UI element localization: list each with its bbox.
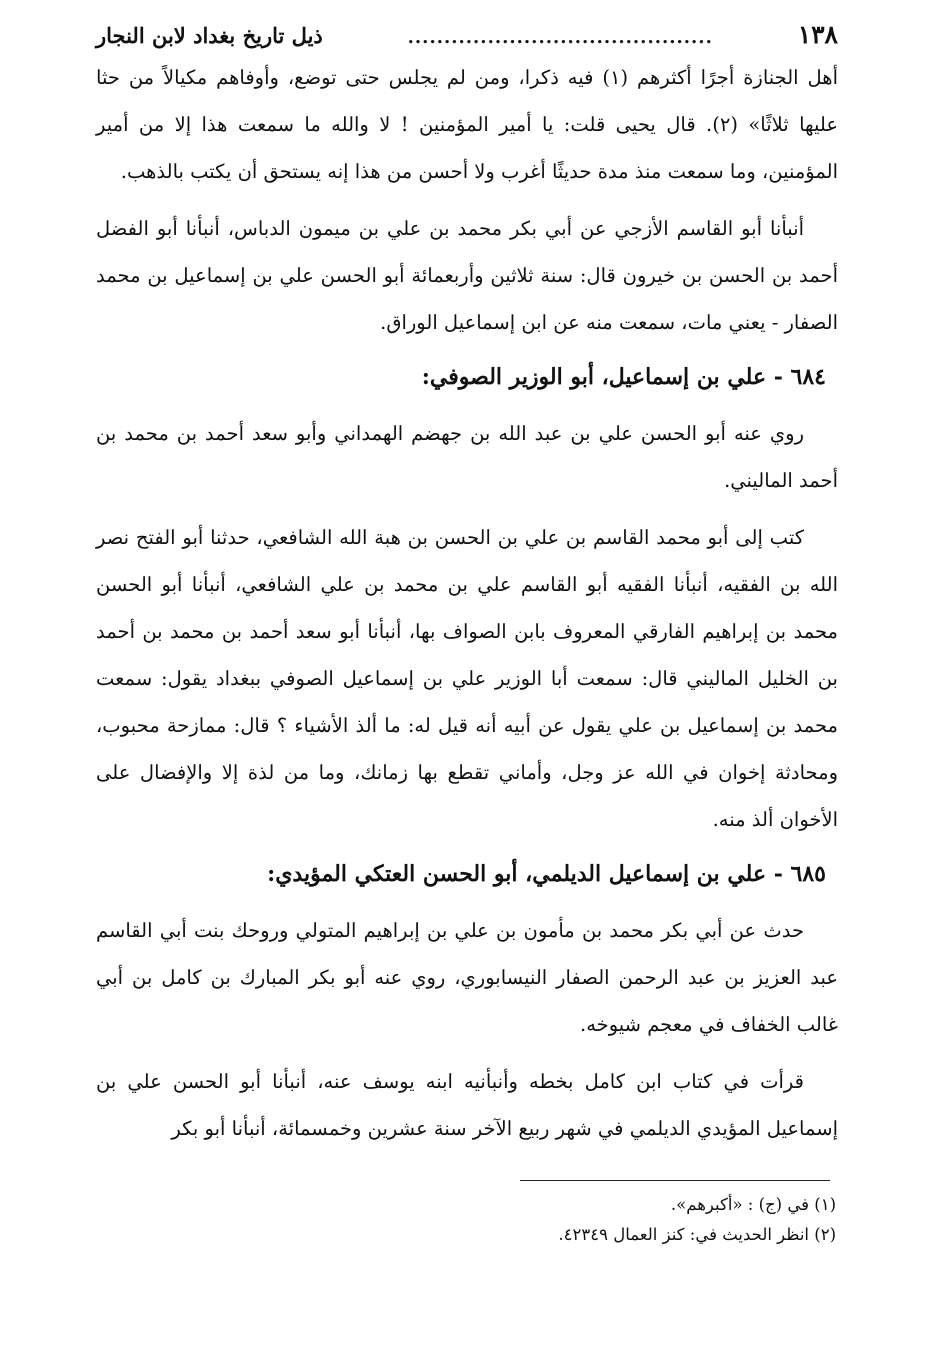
book-page: [96, 14, 838, 1152]
paragraph-entry-685-report: قرأت في كتاب ابن كامل بخطه وأنبأنيه ابنه يوسف عنه، أنبأنا أبو الحسن علي بن إسماعيل المؤيدي الديلمي في شهر ربيع الآخر سنة عشرين وخمسمائة، أنبأنا أبو بكر: [96, 1070, 838, 1140]
footnote-1: (١) في (ج) : «أكبرهم».: [670, 1195, 836, 1214]
paragraph-entry-684-report: كتب إلى أبو محمد القاسم بن علي بن الحسن بن هبة الله الشافعي، حدثنا أبو الفتح نصر الله بن الفقيه، أنبأنا الفقيه أبو القاسم علي بن محمد بن علي الشافعي، أنبأنا أبو الحسن محمد بن إبراهيم الفارقي المعروف بابن الصواف بها، أنبأنا أبو سعد أحمد بن محمد بن أحمد بن الخليل الماليني قال: سمعت أبا الوزير علي بن إسماعيل الصوفي ببغداد يقول: سمعت محمد بن إسماعيل بن علي يقول عن أبيه أنه قيل له: ما ألذ الأشياء ؟ قال: ممازحة محبوب، ومحادثة إخوان في الله عز وجل، وأماني تقطع بها زمانك، وما من لذة إلا والإفضال على الأخوان ألذ منه.: [96, 526, 838, 831]
paragraph-continuation: أهل الجنازة أجرًا أكثرهم (١) فيه ذكرا، ومن لم يجلس حتى توضع، وأوفاهم مكيالاً من حثا عليها ثلاثًا» (٢). قال يحيى قلت: يا أمير المؤمنين ! لا والله ما سمعت هذا إلا من أمير المؤمنين، وما سمعت منذ مدة حديثًا أغرب ولا أحسن من هذا إنه يستحق أن يكتب بالذهب.: [96, 66, 839, 183]
header-leader-dots: ..........................................: [407, 27, 713, 48]
running-header: [96, 14, 838, 54]
footnote-2: (٢) انظر الحديث في: كنز العمال ٤٢٣٤٩.: [558, 1225, 836, 1244]
footnote-separator: [520, 1180, 830, 1181]
entry-heading-684: ٦٨٤ - علي بن إسماعيل، أبو الوزير الصوفي:: [421, 364, 826, 390]
paragraph-entry-684-narrators: روي عنه أبو الحسن علي بن عبد الله بن جهضم الهمداني وأبو سعد أحمد بن محمد بن أحمد الماليني.: [96, 422, 838, 492]
entry-heading-685: ٦٨٥ - علي بن إسماعيل الديلمي، أبو الحسن العتكي المؤيدي:: [267, 861, 826, 887]
book-title: ذيل تاريخ بغداد لابن النجار: [96, 23, 323, 48]
footnotes: [96, 1190, 836, 1250]
paragraph-entry-685-narrators: حدث عن أبي بكر محمد بن مأمون بن علي بن إبراهيم المتولي وروحك بنت أبي القاسم عبد العزيز بن عبد الرحمن الصفار النيسابوري، روي عنه أبو بكر المبارك بن كامل بن أبي غالب الخفاف في معجم شيوخه.: [96, 919, 838, 1036]
paragraph-isnad-dabbas: أنبأنا أبو القاسم الأزجي عن أبي بكر محمد بن علي بن ميمون الدباس، أنبأنا أبو الفضل أحمد بن الحسن بن خيرون قال: سنة ثلاثين وأربعمائة أبو الحسن علي بن إسماعيل بن محمد الصفار - يعني مات، سمعت منه عن ابن إسماعيل الوراق.: [96, 217, 838, 334]
page-number: ١٣٨: [797, 20, 838, 49]
